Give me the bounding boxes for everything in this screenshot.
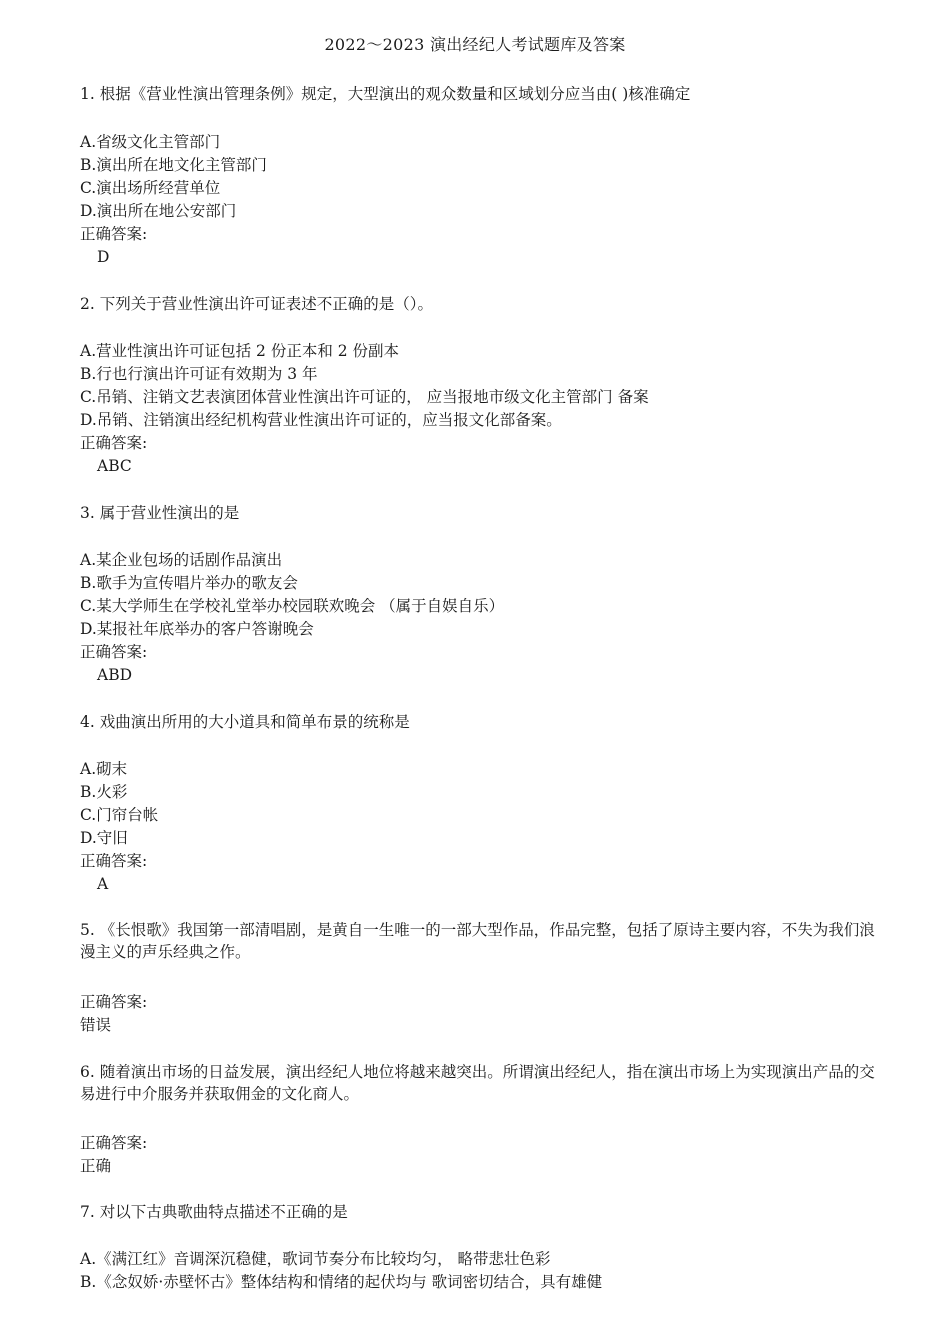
- question-4-answer-label: 正确答案:: [80, 852, 148, 870]
- question-3-option-b: B.歌手为宣传唱片举办的歌友会: [80, 574, 298, 592]
- question-7-option-b: B.《念奴娇·赤壁怀古》整体结构和情绪的起伏均与 歌词密切结合，具有雄健: [80, 1273, 603, 1291]
- question-4-stem: 4. 戏曲演出所用的大小道具和简单布景的统称是: [80, 713, 410, 731]
- document-title: 2022～2023 演出经纪人考试题库及答案: [324, 35, 626, 54]
- question-4-option-c: C.门帘台帐: [80, 806, 159, 824]
- question-2-answer: ABC: [97, 457, 132, 475]
- question-3-answer: ABD: [97, 666, 133, 684]
- question-6-answer-label: 正确答案:: [80, 1134, 148, 1152]
- question-1-option-d: D.演出所在地公安部门: [80, 202, 237, 220]
- question-5-answer-label: 正确答案:: [80, 993, 148, 1011]
- question-4-answer: A: [97, 875, 109, 893]
- question-1-answer-label: 正确答案:: [80, 225, 148, 243]
- question-5-answer: 错误: [80, 1016, 112, 1034]
- question-4-option-b: B.火彩: [80, 783, 128, 801]
- question-2-option-d: D.吊销、注销演出经纪机构营业性演出许可证的，应当报文化部备案。: [80, 411, 562, 429]
- question-2-option-a: A.营业性演出许可证包括 2 份正本和 2 份副本: [80, 342, 400, 360]
- question-1-option-a: A.省级文化主管部门: [80, 133, 221, 151]
- question-2-answer-label: 正确答案:: [80, 434, 148, 452]
- question-7-option-a: A.《满江红》音调深沉稳健，歌词节奏分布比较均匀， 略带悲壮色彩: [80, 1250, 551, 1268]
- question-5-stem: 5. 《长恨歌》我国第一部清唱剧，是黄自一生唯一的一部大型作品，作品完整，包括了原诗主要内容，不失为我们浪漫主义的声乐经典之作。: [80, 921, 875, 961]
- question-2-stem: 2. 下列关于营业性演出许可证表述不正确的是（）。: [80, 295, 433, 313]
- question-2-option-b: B.行也行演出许可证有效期为 3 年: [80, 365, 318, 383]
- question-1-option-b: B.演出所在地文化主管部门: [80, 156, 267, 174]
- question-2-option-c: C.吊销、注销文艺表演团体营业性演出许可证的， 应当报地市级文化主管部门 备案: [80, 388, 649, 406]
- question-6-answer: 正确: [80, 1157, 112, 1175]
- question-1-option-c: C.演出场所经营单位: [80, 179, 221, 197]
- question-4-option-a: A.砌末: [80, 760, 128, 778]
- question-4-option-d: D.守旧: [80, 829, 128, 847]
- question-1-answer: D: [97, 248, 110, 266]
- question-3-option-d: D.某报社年底举办的客户答谢晚会: [80, 620, 314, 638]
- question-3-answer-label: 正确答案:: [80, 643, 148, 661]
- question-6-stem: 6. 随着演出市场的日益发展，演出经纪人地位将越来越突出。所谓演出经纪人，指在演出市场上为实现演出产品的交易进行中介服务并获取佣金的文化商人。: [80, 1063, 875, 1103]
- question-3-option-a: A.某企业包场的话剧作品演出: [80, 551, 283, 569]
- question-3-stem: 3. 属于营业性演出的是: [80, 504, 240, 522]
- question-3-option-c: C.某大学师生在学校礼堂举办校园联欢晚会 （属于自娱自乐）: [80, 597, 505, 615]
- question-1-stem: 1. 根据《营业性演出管理条例》规定，大型演出的观众数量和区域划分应当由( )核准确定: [80, 85, 691, 103]
- question-7-stem: 7. 对以下古典歌曲特点描述不正确的是: [80, 1203, 348, 1221]
